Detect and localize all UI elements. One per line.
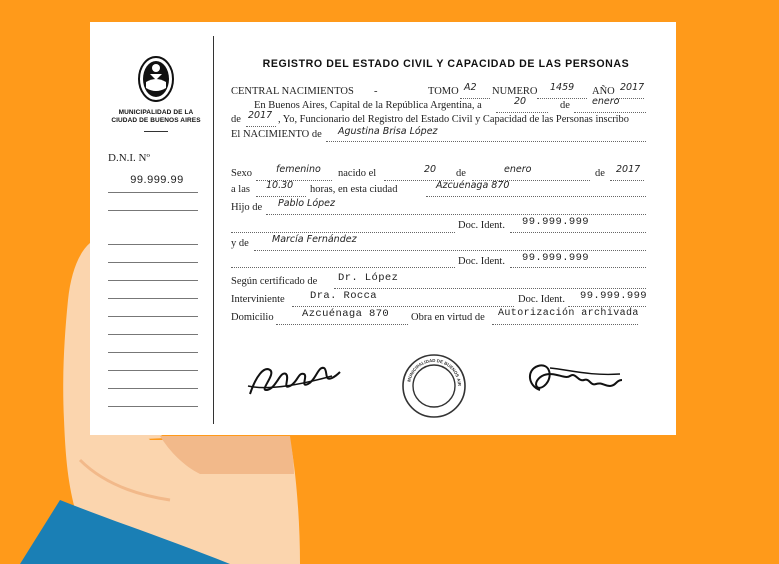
year2-value: 2017 bbox=[248, 110, 273, 121]
de4-label: de bbox=[595, 168, 605, 179]
left-rule bbox=[108, 316, 198, 317]
left-rule bbox=[108, 262, 198, 263]
left-rule bbox=[108, 210, 198, 211]
left-rule bbox=[108, 334, 198, 335]
nacimiento-label: El NACIMIENTO de bbox=[231, 129, 322, 140]
day-value: 20 bbox=[514, 96, 527, 107]
location-text: En Buenos Aires, Capital de la República Argentina, a bbox=[254, 100, 482, 111]
interviniente-doc-value: 99.999.999 bbox=[580, 290, 648, 302]
left-signature bbox=[246, 356, 342, 402]
municipality-label bbox=[104, 109, 208, 125]
mother-value: Marcía Fernández bbox=[272, 234, 357, 245]
horas-label: horas, en esta ciudad bbox=[310, 184, 398, 195]
sexo-label: Sexo bbox=[231, 168, 252, 179]
document-title: REGISTRO DEL ESTADO CIVIL Y CAPACIDAD DE LAS PERSONAS bbox=[262, 58, 630, 70]
coat-of-arms-icon bbox=[136, 54, 176, 104]
field-line bbox=[334, 288, 646, 289]
interviniente-doc-label: Doc. Ident. bbox=[518, 294, 565, 305]
field-line bbox=[510, 267, 646, 268]
field-line bbox=[326, 141, 646, 142]
field-line bbox=[266, 214, 646, 215]
domicilio-value: Azcuénaga 870 bbox=[302, 308, 390, 320]
field-line bbox=[460, 98, 490, 99]
yde-label: y de bbox=[231, 238, 249, 249]
svg-text:MUNICIPALIDAD DE BUENOS AIRES bbox=[400, 352, 462, 387]
field-line bbox=[231, 267, 455, 268]
field-line bbox=[292, 306, 514, 307]
numero-value: 1459 bbox=[550, 82, 575, 93]
official-text: , Yo, Funcionario del Registro del Estado Civil y Capacidad de las Personas inscribo bbox=[278, 114, 629, 125]
field-line bbox=[496, 112, 548, 113]
birth-day: 20 bbox=[424, 164, 437, 175]
name-value: Agustina Brisa López bbox=[338, 126, 438, 137]
left-rule bbox=[108, 406, 198, 407]
de2-label: de bbox=[231, 114, 241, 125]
left-rule bbox=[108, 298, 198, 299]
certificado-value: Dr. López bbox=[338, 272, 399, 284]
field-line bbox=[510, 232, 646, 233]
birth-certificate bbox=[90, 22, 676, 435]
left-rule bbox=[108, 388, 198, 389]
hour-value: 10.30 bbox=[266, 180, 294, 191]
tomo-label: TOMO bbox=[428, 86, 459, 97]
nacido-label: nacido el bbox=[338, 168, 377, 179]
father-doc-value: 99.999.999 bbox=[522, 216, 590, 228]
field-line bbox=[568, 306, 646, 307]
dash: - bbox=[374, 86, 378, 97]
obra-value: Autorización archivada bbox=[498, 308, 639, 319]
father-doc-label: Doc. Ident. bbox=[458, 220, 505, 231]
field-line bbox=[537, 98, 587, 99]
left-rule bbox=[108, 352, 198, 353]
stamp-text: MUNICIPALIDAD DE BUENOS AIR bbox=[406, 357, 463, 387]
alas-label: a las bbox=[231, 184, 250, 195]
field-line bbox=[254, 250, 646, 251]
official-stamp bbox=[400, 352, 468, 420]
field-line bbox=[574, 112, 646, 113]
anio-value: 2017 bbox=[620, 82, 645, 93]
left-rule bbox=[108, 280, 198, 281]
field-line bbox=[616, 98, 644, 99]
interviniente-label: Interviniente bbox=[231, 294, 285, 305]
mother-doc-label: Doc. Ident. bbox=[458, 256, 505, 267]
city-value: Azcuénaga 870 bbox=[436, 180, 510, 191]
central-label: CENTRAL NACIMIENTOS bbox=[231, 86, 354, 97]
dni-value: 99.999.99 bbox=[130, 174, 184, 186]
field-line bbox=[256, 196, 306, 197]
field-line bbox=[610, 180, 644, 181]
obra-label: Obra en virtud de bbox=[411, 312, 485, 323]
domicilio-label: Domicilio bbox=[231, 312, 274, 323]
hijo-label: Hijo de bbox=[231, 202, 263, 213]
left-rule bbox=[108, 370, 198, 371]
field-line bbox=[492, 324, 638, 325]
tomo-value: A2 bbox=[464, 82, 477, 93]
field-line bbox=[231, 232, 455, 233]
right-signature bbox=[520, 356, 630, 400]
field-line bbox=[426, 196, 646, 197]
birth-month: enero bbox=[504, 164, 532, 175]
father-value: Pablo López bbox=[278, 198, 336, 209]
de3-label: de bbox=[456, 168, 466, 179]
mother-doc-value: 99.999.999 bbox=[522, 252, 590, 264]
left-rule bbox=[108, 192, 198, 193]
anio-label: AÑO bbox=[592, 86, 615, 97]
de-label: de bbox=[560, 100, 570, 111]
month-value: enero bbox=[592, 96, 620, 107]
dni-label: D.N.I. Nº bbox=[108, 152, 150, 164]
birth-year: 2017 bbox=[616, 164, 641, 175]
left-rule bbox=[108, 244, 198, 245]
numero-label: NUMERO bbox=[492, 86, 538, 97]
municipality-label-line2: CIUDAD DE BUENOS AIRES bbox=[111, 117, 201, 124]
municipal-seal bbox=[104, 54, 208, 132]
interviniente-value: Dra. Rocca bbox=[310, 290, 378, 302]
vertical-divider bbox=[213, 36, 214, 424]
seal-rule bbox=[144, 131, 168, 132]
sexo-value: femenino bbox=[276, 164, 321, 175]
field-line bbox=[246, 126, 276, 127]
segun-label: Según certificado de bbox=[231, 276, 318, 287]
municipality-label-line1: MUNICIPALIDAD DE LA bbox=[118, 109, 194, 116]
field-line bbox=[276, 324, 408, 325]
